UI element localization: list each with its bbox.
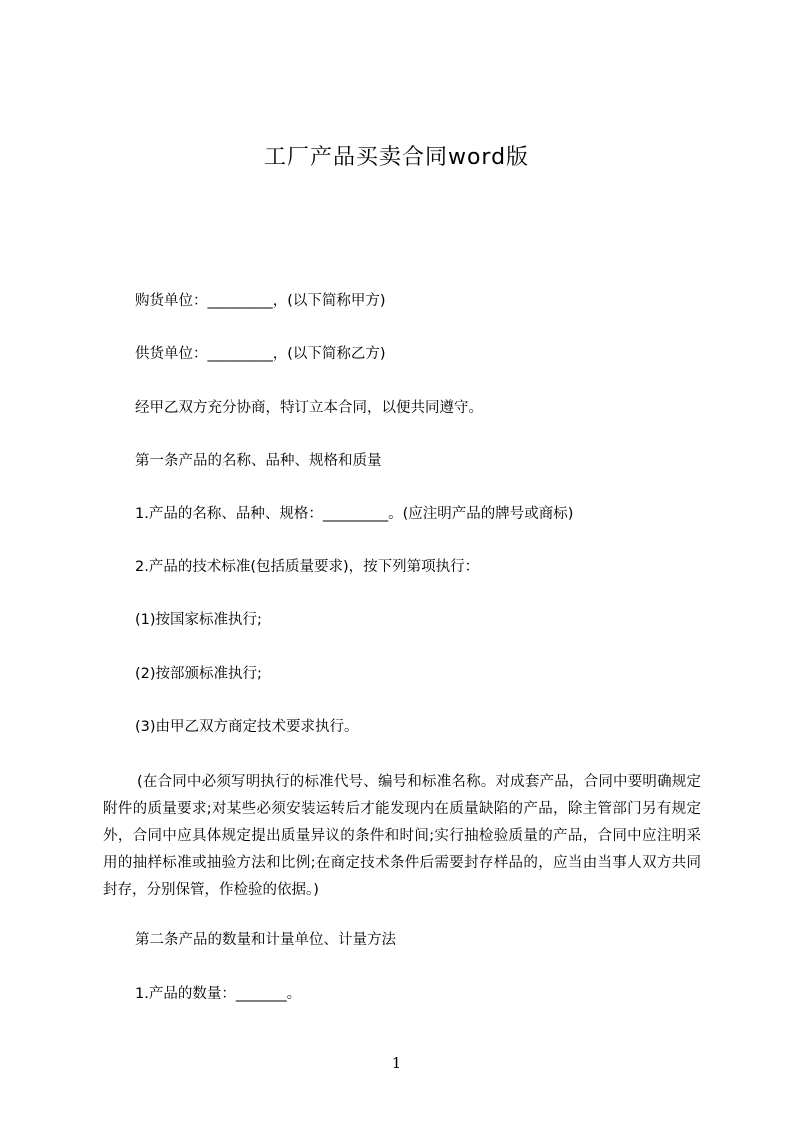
- option-1: (1)按国家标准执行;: [135, 612, 262, 628]
- seller-line: 供货单位：_________，(以下简称乙方): [135, 346, 386, 362]
- article-2-item-1: 1.产品的数量：_______。: [135, 986, 302, 1002]
- standards-note: (在合同中必须写明执行的标准代号、编号和标准名称。对成套产品，合同中要明确规定附件的质量要求;对某些必须安装运转后才能发现内在质量缺陷的产品，除主管部门另有规定外，合同中应具体规定提出质量异议的条件和时间;实行抽检验质量的产品，合同中应注明采用的抽样标准或抽验方法和比例;在商定技术条件后需要封存样品的，应当由当事人双方共同封存，分别保管，作检验的依据。): [103, 774, 701, 898]
- page-number: 1: [391, 1054, 402, 1072]
- article-1-item-1: 1.产品的名称、品种、规格：_________。(应注明产品的牌号或商标): [135, 506, 574, 522]
- document-title: 工厂产品买卖合同word版: [263, 145, 530, 170]
- option-2: (2)按部颁标准执行;: [135, 666, 262, 682]
- buyer-line: 购货单位：_________，(以下简称甲方): [135, 293, 386, 309]
- article-1-heading: 第一条产品的名称、品种、规格和质量: [135, 453, 382, 469]
- article-1-item-2: 2.产品的技术标准(包括质量要求)，按下列第项执行：: [135, 559, 480, 575]
- option-3: (3)由甲乙双方商定技术要求执行。: [135, 719, 359, 735]
- article-2-heading: 第二条产品的数量和计量单位、计量方法: [135, 932, 396, 948]
- agreement-line: 经甲乙双方充分协商，特订立本合同，以便共同遵守。: [135, 400, 483, 416]
